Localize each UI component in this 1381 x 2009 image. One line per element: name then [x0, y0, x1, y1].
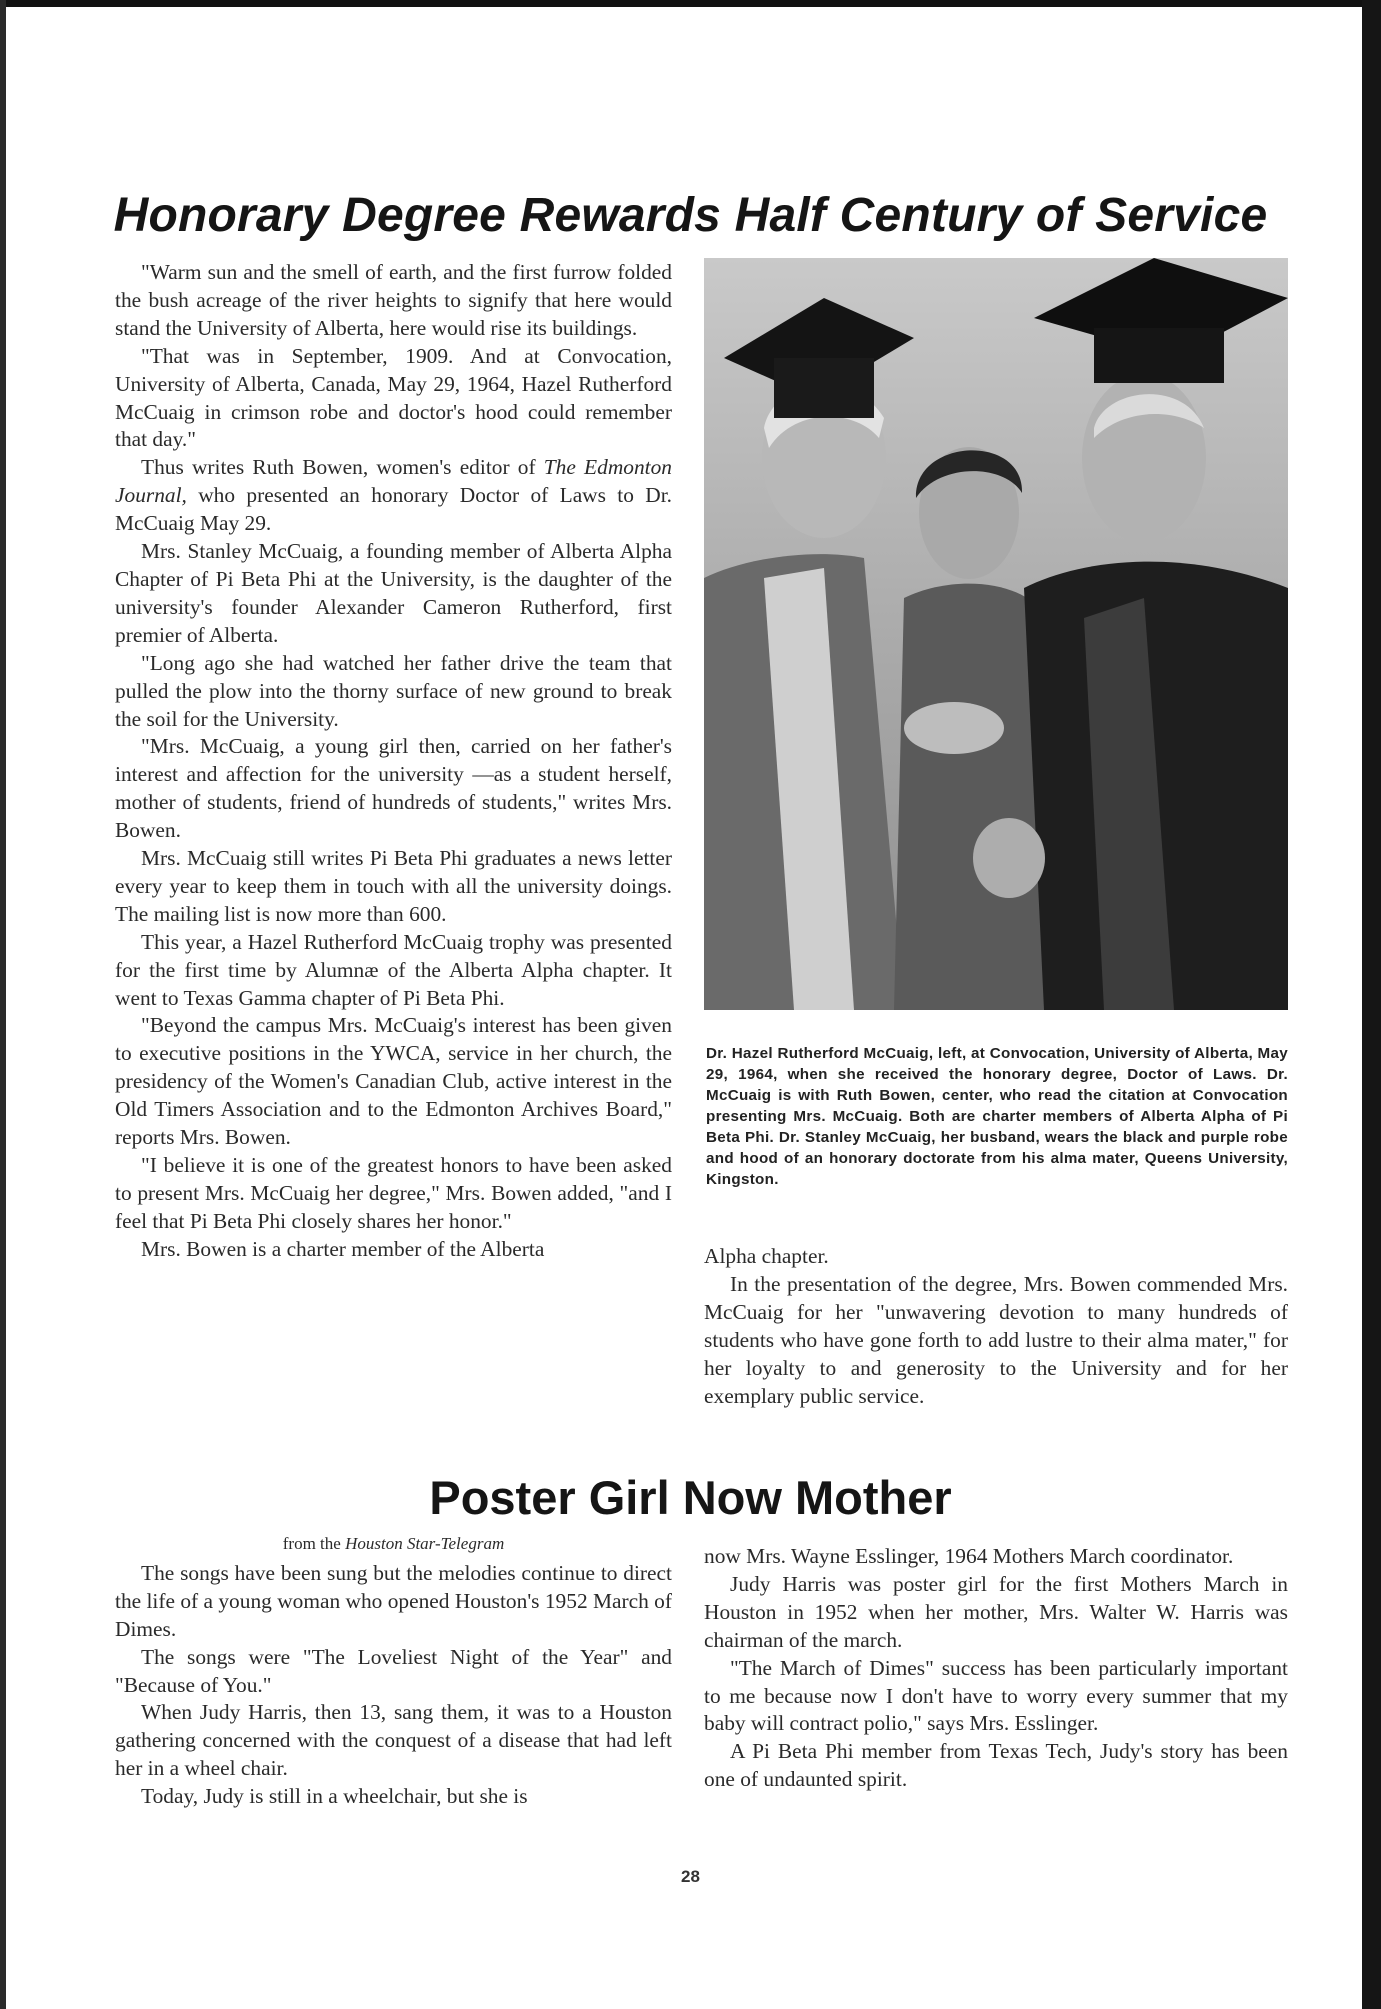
- page-right-edge: [1362, 0, 1381, 2009]
- paragraph: "Mrs. McCuaig, a young girl then, carried on her father's interest and affection for the university —as a student herself, mother of students, friend of hundreds of students," writes Mrs. Bowen.: [115, 734, 672, 843]
- paragraph: "That was in September, 1909. And at Convocation, University of Alberta, Canada, May 29, 1964, Hazel Rutherford McCuaig in crimson robe and doctor's hood could remember that day.": [115, 343, 672, 452]
- paragraph: Mrs. McCuaig still writes Pi Beta Phi graduates a news letter every year to keep them in touch with all the university doings. The mailing list is now more than 600.: [115, 846, 672, 926]
- paragraph: Judy Harris was poster girl for the first Mothers March in Houston in 1952 when her mother, Mrs. Walter W. Harris was chairman of the march.: [704, 1571, 1288, 1652]
- convocation-photo: [704, 258, 1288, 1010]
- paragraph: "I believe it is one of the greatest honors to have been asked to present Mrs. McCuaig her degree," Mrs. Bowen added, "and I feel that Pi Beta Phi closely shares her honor.": [115, 1153, 672, 1233]
- page-left-edge: [0, 0, 6, 2009]
- paragraph: A Pi Beta Phi member from Texas Tech, Judy's story has been one of undaunted spirit.: [704, 1739, 1288, 1792]
- page-number: 28: [681, 1867, 700, 1886]
- paragraph: Mrs. Bowen is a charter member of the Alberta: [141, 1236, 545, 1261]
- paragraph: now Mrs. Wayne Esslinger, 1964 Mothers March coordinator.: [704, 1544, 1234, 1568]
- publication-name: Houston Star-Telegram: [345, 1534, 505, 1553]
- publication-name: The Edmonton Journal,: [115, 455, 672, 508]
- paragraph: The songs were "The Loveliest Night of the Year" and "Because of You.": [115, 1644, 672, 1697]
- paragraph: In the presentation of the degree, Mrs. Bowen commended Mrs. McCuaig for her "unwavering devotion to many hundreds of students who have gone forth to add lustre to their alma mater," for her loyalty to and generosity to the University and for her exemplary public service.: [704, 1271, 1288, 1408]
- paragraph: When Judy Harris, then 13, sang them, it was to a Houston gathering concerned with the conquest of a disease that had left her in a wheel chair.: [115, 1700, 672, 1781]
- paragraph: "The March of Dimes" success has been particularly important to me because now I don't have to worry every summer that my baby will contract polio," says Mrs. Esslinger.: [704, 1655, 1288, 1736]
- paragraph: "Long ago she had watched her father drive the team that pulled the plow into the thorny surface of new ground to break the soil for the University.: [115, 650, 672, 731]
- article2-column-left: [115, 1530, 672, 1811]
- paragraph: Thus writes Ruth Bowen, women's editor of The Edmonton Journal, who presented an honorary Doctor of Laws to Dr. McCuaig May 29.: [115, 455, 672, 536]
- article-title-poster-girl: Poster Girl Now Mother: [429, 1471, 952, 1524]
- article-title-honorary-degree: Honorary Degree Rewards Half Century of Service: [113, 189, 1268, 242]
- photo-caption: Dr. Hazel Rutherford McCuaig, left, at Convocation, University of Alberta, May 29, 1964, when she received the honorary degree, Doctor of Laws. Dr. McCuaig is with Ruth Bowen, center, who read the citation at Convocation presenting Mrs. McCuaig. Both are charter members of Alberta Alpha of Pi Beta Phi. Dr. Stanley McCuaig, her busband, wears the black and purple robe and hood of an honorary doctorate from his alma mater, Queens University, Kingston.: [706, 1045, 1288, 1188]
- paragraph: Mrs. Stanley McCuaig, a founding member of Alberta Alpha Chapter of Pi Beta Phi at the University, is the daughter of the university's founder Alexander Cameron Rutherford, first premier of Alberta.: [115, 539, 672, 647]
- article2-column-right: [704, 1543, 1288, 1794]
- article1-column-left: [115, 259, 672, 1264]
- paragraph: Alpha chapter.: [704, 1244, 829, 1268]
- paragraph: Today, Judy is still in a wheelchair, but she is: [141, 1784, 528, 1809]
- paragraph: This year, a Hazel Rutherford McCuaig trophy was presented for the first time by Alumnæ of the Alberta Alpha chapter. It went to Texas Gamma chapter of Pi Beta Phi.: [115, 929, 672, 1010]
- paragraph: The songs have been sung but the melodies continue to direct the life of a young woman who opened Houston's 1952 March of Dimes.: [115, 1560, 672, 1641]
- paragraph: "Warm sun and the smell of earth, and the first furrow folded the bush acreage of the river heights to signify that here would stand the University of Alberta, here would rise its buildings.: [115, 260, 672, 340]
- article1-column-right: [704, 1243, 1288, 1410]
- paragraph: "Beyond the campus Mrs. McCuaig's interest has been given to executive positions in the YWCA, service in her church, the presidency of the Women's Canadian Club, active interest in the Old Timers Association and to the Edmonton Archives Board," reports Mrs. Bowen.: [115, 1013, 672, 1150]
- page-top-edge: [0, 0, 1381, 7]
- article-source: from the Houston Star-Telegram: [282, 1534, 505, 1553]
